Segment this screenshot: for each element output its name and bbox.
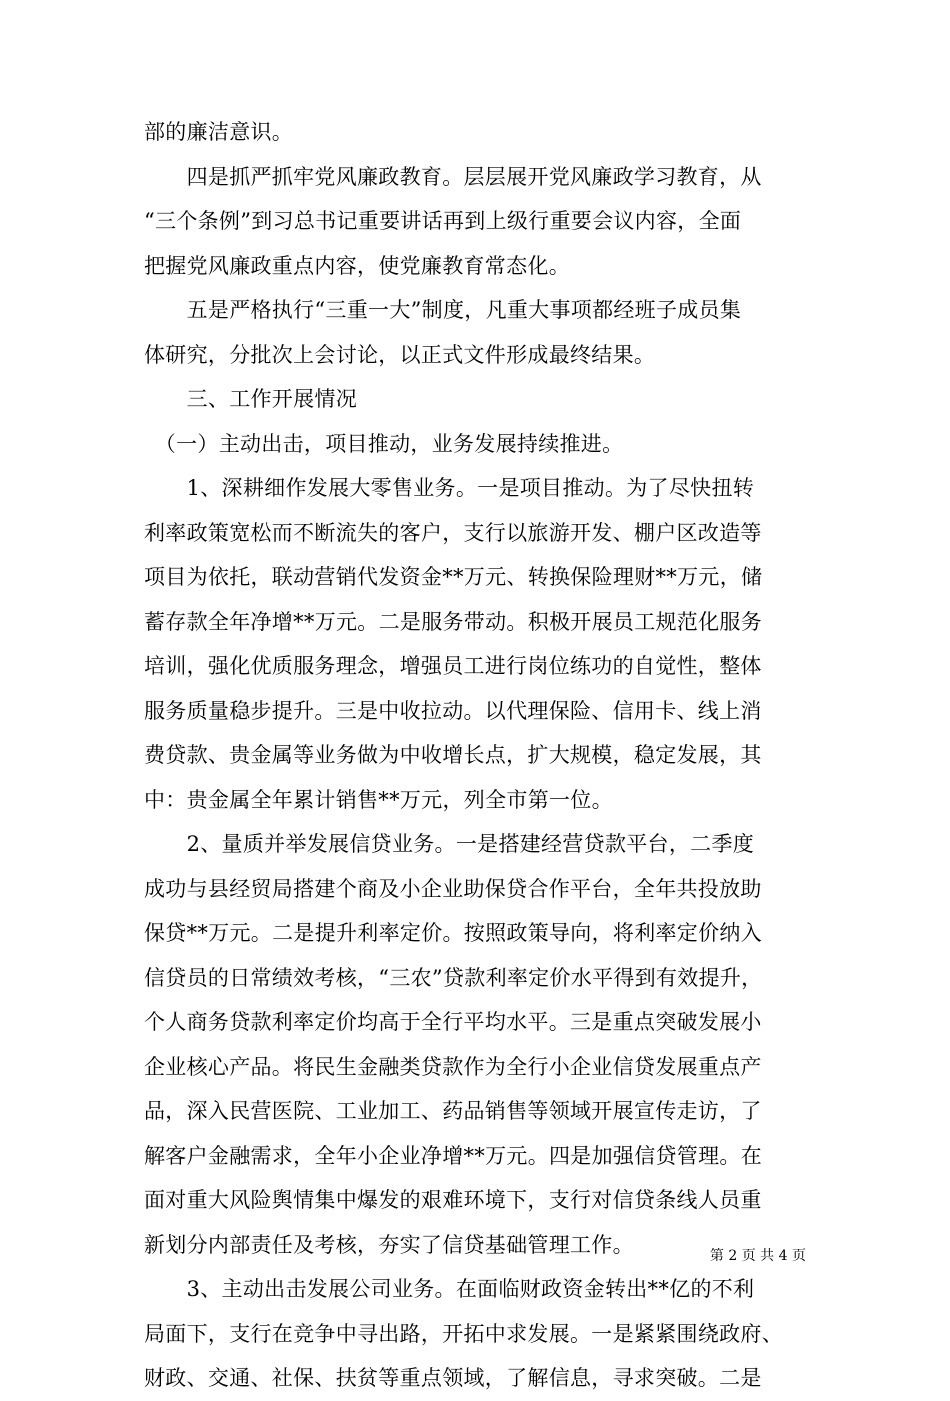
text-line: 部的廉洁意识。	[144, 120, 294, 144]
text-line: 新划分内部责任及考核，夯实了信贷基础管理工作。	[144, 1232, 634, 1257]
text-line: 费贷款、贵金属等业务做为中收增长点，扩大规模，稳定发展，其	[144, 743, 762, 767]
text-line: 面对重大风险舆情集中爆发的艰难环境下，支行对信贷条线人员重	[144, 1188, 762, 1212]
text-line: 2、量质并举发展信贷业务。一是搭建经营贷款平台，二季度	[144, 832, 755, 856]
text-line: 信贷员的日常绩效考核，“三农”贷款利率定价水平得到有效提升，	[144, 965, 763, 990]
text-line: 解客户金融需求，全年小企业净增**万元。四是加强信贷管理。在	[144, 1143, 762, 1168]
text-line: “三个条例”到习总书记重要讲话再到上级行重要会议内容，全面	[144, 209, 742, 233]
text-line: 把握党风廉政重点内容，使党廉教育常态化。	[144, 253, 570, 278]
subsection-heading: （一）主动出击，项目推动，业务发展持续推进。	[144, 431, 624, 456]
text-line: 蓄存款全年净增**万元。二是服务带动。积极开展员工规范化服务	[144, 609, 762, 634]
text-line: 个人商务贷款利率定价均高于全行平均水平。三是重点突破发展小	[144, 1010, 762, 1034]
text-line: 五是严格执行“三重一大”制度，凡重大事项都经班子成员集	[144, 298, 742, 322]
text-line: 体研究，分批次上会讨论，以正式文件形成最终结果。	[144, 342, 656, 367]
text-line: 中：贵金属全年累计销售**万元，列全市第一位。	[144, 787, 613, 812]
text-line: 财政、交通、社保、扶贫等重点领域，了解信息，寻求突破。二是	[144, 1366, 762, 1390]
page-number: 第 2 页 共 4 页	[709, 1248, 806, 1264]
text-line: 3、主动出击发展公司业务。在面临财政资金转出**亿的不利	[144, 1277, 755, 1301]
text-line: 项目为依托，联动营销代发资金**万元、转换保险理财**万元，储	[144, 565, 763, 589]
text-line: 服务质量稳步提升。三是中收拉动。以代理保险、信用卡、线上消	[144, 698, 762, 723]
text-line: 1、深耕细作发展大零售业务。一是项目推动。为了尽快扭转	[144, 476, 755, 500]
section-heading: 三、工作开展情况	[144, 387, 357, 411]
text-line: 局面下，支行在竞争中寻出路，开拓中求发展。一是紧紧围绕政府、	[144, 1321, 783, 1346]
text-line: 成功与县经贸局搭建个商及小企业助保贷合作平台，全年共投放助	[144, 876, 762, 901]
text-line: 四是抓严抓牢党风廉政教育。层层展开党风廉政学习教育，从	[144, 164, 762, 189]
text-line: 培训，强化优质服务理念，增强员工进行岗位练功的自觉性，整体	[144, 654, 762, 678]
body-text	[144, 110, 809, 1401]
text-line: 企业核心产品。将民生金融类贷款作为全行小企业信贷发展重点产	[144, 1054, 762, 1079]
text-line: 保贷**万元。二是提升利率定价。按照政策导向，将利率定价纳入	[144, 921, 762, 945]
text-line: 品，深入民营医院、工业加工、药品销售等领域开展宣传走访，了	[144, 1099, 762, 1123]
text-line: 利率政策宽松而不断流失的客户，支行以旅游开发、棚户区改造等	[144, 520, 762, 545]
